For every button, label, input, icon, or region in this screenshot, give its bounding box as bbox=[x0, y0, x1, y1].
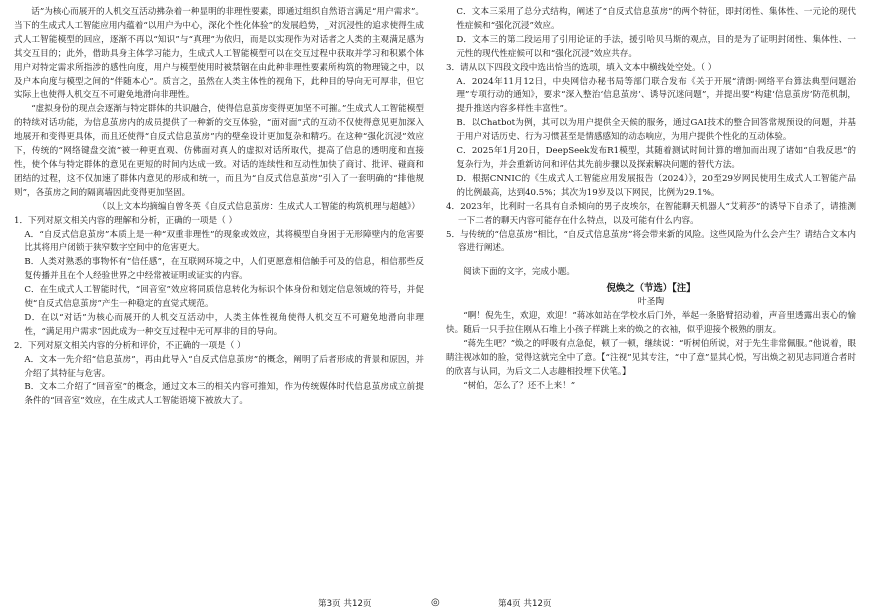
page-number-right: 第4页 共12页 bbox=[498, 599, 552, 609]
story-paragraph-3: “树伯，怎么了？还不上来！” bbox=[463, 380, 576, 391]
passage-author: 叶圣陶 bbox=[637, 297, 665, 308]
question-3-option-c: C．2025年1月20日，DeepSeek发布R1模型，其随着测试时间计算的增加而出现了诸如“自我反思”的复杂行为，并会重新访问和评估其先前步骤以及探索解决问题的替代方法。 bbox=[456, 146, 856, 170]
question-3-stem: 3．请从以下四段文段中选出恰当的选项，填入文本中横线处空处。（ ） bbox=[446, 62, 717, 73]
question-3-option-b: B．以Chatbot为例，其可以为用户提供全天候的服务，通过GAI技术的整合回答常规预设的问题，并基于用户对话历史、行为习惯甚至是情感感知的动态响应，为用户提供个性化的互动体验。 bbox=[456, 118, 856, 143]
binding-mark-icon: ◎ bbox=[431, 597, 440, 608]
question-2-option-c: C．文本三采用了总分式结构，阐述了“自反式信息茧房”的两个特征，即封闭性、集体性、一元论的现代性症候和“强化沉浸”效应。 bbox=[456, 7, 856, 31]
question-1-option-c: C．在生成式人工智能时代，“回音室”效应将同质信息转化为标识个体身份和划定信息领域的符号，并促使“自反式信息茧房”产生一种稳定的直觉式规范。 bbox=[24, 285, 424, 310]
question-3-option-a: A．2024年11月12日，中央网信办秘书局等部门联合发布《关于开展“清朗·网络平台算法典型问题治理”专项行动的通知》，要求“深入整治‘信息茧房’、诱导沉迷问题”，并提出要“构建‘信息茧房’防范机制，提升推送内容多样性丰富性”。 bbox=[456, 76, 856, 115]
story-paragraph-1: “啊！倪先生，欢迎，欢迎！”蒋冰如站在学校水后门外，举起一条胳臂招动着，声音里透露出衷心的愉快。随后一只手拉住刚从石堆上小孩子样跳上来的焕之的衣袖，似乎迎接个极熟的朋友。 bbox=[446, 311, 856, 335]
question-1-option-d: D．在以“对话”为核心而展开的人机交互活动中，人类主体性视角使得人机交互不可避免地滑向非理性，“满足用户需求”因此成为一种交互过程中无可厚非的目的导向。 bbox=[24, 312, 424, 337]
question-2-option-b: B．文本二介绍了“回音室”的概念，通过文本三的相关内容可推知，作为传统媒体时代信息茧房成立前提条件的“回音室”效应，在生成式人工智能语境下被放大了。 bbox=[24, 382, 424, 407]
passage-paragraph-2: “虚拟身份的现点会逐渐与特定群体的共识融合，使得信息茧房变得更加坚不可摧。”生成式人工智能模型的特续对话功能，为信息茧房内的成员提供了一种新的交互体验，“面对面”式的互动不仅使得意见更加深入地展开和变得更具体，而且还使得“自反式信息茧房”内的壁垒设计更加复杂和精巧。在这种“强化沉浸”效应下，传统的“网络键盘交流”被一种更直观、仿佛面对真人的虚拟对话所取代，提高了信息的透明度和直接性，使个体与特定群体的意见在更短的时间内达成一致。对话的连续性和互动性加快了商讨、批评、碰商和团结的过程，这不仅加速了群体内意见的形成和统一，而且为“自反式信息茧房”引入了一套明确的“排他规则”，各茧房之间的隔离墙因此变得更加坚固。 bbox=[14, 104, 424, 198]
left-column bbox=[14, 6, 424, 593]
question-1-option-b: B．人类对熟悉的事物怀有“信任感”，在互联网环境之中，人们更愿意相信触手可及的信息，相信那些反复传播并且在个人经验世界之中经常被证明或证实的内容。 bbox=[24, 257, 424, 282]
reading-intro: 阅读下面的文字，完成小题。 bbox=[463, 267, 575, 278]
question-1-option-a: A．“自反式信息茧房”本质上是一种“双重非理性”的现象或效应，其将模型自身困于无形障壁内的危害要比其将用户闭锁于狭窄数字空间中的危害更大。 bbox=[24, 229, 424, 254]
page-number-left: 第3页 共12页 bbox=[318, 599, 372, 609]
question-2-option-d: D．文本三的第二段运用了引用论证的手法，援引哈贝马斯的观点，目的是为了证明封闭性、集体性、一元性的现代性症候可以和“强化沉浸”效应共存。 bbox=[456, 34, 856, 59]
passage-paragraph-1: 话”为核心而展开的人机交互活动拂杂着一种显明的非理性要素，即通过组织自然语言满足“用户需求”。当下的生成式人工智能应用内蕴着“以用户为中心，深化个性化体验”的发展趋势，_对沉浸性的追求使得生成式人工智能模型的回应，逐渐不再以“知识”与“真理”为依归，而是以实现作为对话者之人类的主观满足感为其交互目的；此外，借助具身主体学习能力，生成式人工智能模型可以在交互过程中获取并学习和积累个体用户对特定需求所指涉的感性向度，用户与模型使用时被禁锢在由此种非理性要素所构筑的物理镜之中，以及户本向度与模型之间的“伴随本心”。质言之，虽然在人类主体性的视角下，此种目的导向无可厚非，但它实际上也使得人机交互不可避免地滑向非理性。 bbox=[14, 7, 424, 101]
question-2-stem: 2．下列对原文相关内容的分析和评价，不正确的一项是（ ） bbox=[14, 340, 246, 351]
question-3-option-d: D．根据CNNIC的《生成式人工智能应用发展报告（2024）》，20至29岁网民使用生成式人工智能产品的比例最高，达到40.5%；其次为19岁及以下网民，比例为29.1%。 bbox=[456, 173, 856, 198]
question-4: 4．2023年，比利时一名具有自杀倾向的男子皮埃尔，在智能聊天机器人“艾莉莎”的诱导下自杀了，请推测一下二者的聊天内容可能存在什么特点，以及可能有什么内容。 bbox=[446, 201, 856, 226]
story-paragraph-2: “蒋先生吧？”焕之的呼吸有点急促，顿了一顿，继续说：“听树伯所说，对于先生非常佩服。”他说着，眼睛注视冰如的脸，觉得这就完全中了意。【“注视”见其专注，“中了意”显其心悦，写出焕之初见志同道合者时的欣喜与认同，为后文二人志趣相投埋下伏笔。】 bbox=[446, 338, 856, 377]
question-1-stem: 1．下列对原文相关内容的理解和分析，正确的一项是（ ） bbox=[14, 215, 238, 226]
right-column bbox=[446, 6, 856, 593]
passage-title: 倪焕之（节选）【注】 bbox=[606, 283, 696, 295]
question-2-option-a: A．文本一先介绍“信息茧房”，再由此导入“自反式信息茧房”的概念，阐明了后者形成的背景和原因，并介绍了其特征与危害。 bbox=[24, 354, 424, 379]
source-caption: （以上文本均摘编自曾冬英《自反式信息茧房：生成式人工智能的构筑机理与超越》） bbox=[97, 201, 420, 212]
question-5: 5．与传统的“信息茧房”相比，“自反式信息茧房”将会带来新的风险。这些风险为什么会产生？请结合文本内容进行阐述。 bbox=[446, 229, 856, 254]
